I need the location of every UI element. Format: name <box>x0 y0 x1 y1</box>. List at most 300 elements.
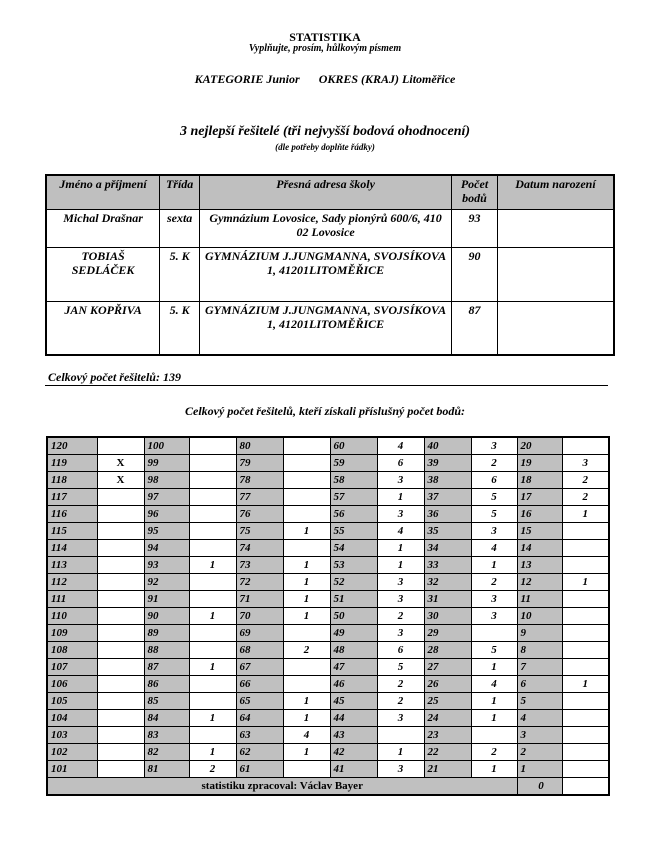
count-cell <box>189 642 236 659</box>
points-label: 17 <box>517 489 562 506</box>
count-cell: 3 <box>377 574 424 591</box>
points-label: 54 <box>330 540 377 557</box>
count-cell: 1 <box>471 659 517 676</box>
count-cell: 3 <box>471 437 517 455</box>
okres-label: OKRES (KRAJ) Litoměřice <box>318 72 456 86</box>
count-cell: 3 <box>471 591 517 608</box>
count-cell: 2 <box>471 455 517 472</box>
count-cell: 2 <box>471 574 517 591</box>
kategorie-label: KATEGORIE Junior <box>194 72 300 86</box>
count-cell <box>97 437 144 455</box>
points-label: 23 <box>424 727 471 744</box>
count-cell: 3 <box>471 608 517 625</box>
scores-row <box>47 659 609 676</box>
winner-name: TOBIAŠ SEDLÁČEK <box>46 247 160 301</box>
scores-row <box>47 557 609 574</box>
points-label: 57 <box>330 489 377 506</box>
points-label: 59 <box>330 455 377 472</box>
points-label: 75 <box>236 523 283 540</box>
count-cell: 1 <box>377 540 424 557</box>
count-cell <box>283 489 330 506</box>
points-label: 118 <box>47 472 97 489</box>
scores-row <box>47 472 609 489</box>
points-label: 1 <box>517 761 562 778</box>
points-label: 79 <box>236 455 283 472</box>
count-cell: 3 <box>471 523 517 540</box>
points-label: 81 <box>144 761 189 778</box>
points-label: 76 <box>236 506 283 523</box>
points-label: 70 <box>236 608 283 625</box>
count-cell <box>97 727 144 744</box>
points-label: 47 <box>330 659 377 676</box>
points-label: 18 <box>517 472 562 489</box>
count-cell <box>189 455 236 472</box>
count-cell <box>189 437 236 455</box>
count-cell <box>562 761 609 778</box>
points-label: 67 <box>236 659 283 676</box>
scores-row <box>47 727 609 744</box>
count-cell <box>471 625 517 642</box>
points-label: 120 <box>47 437 97 455</box>
count-cell: 1 <box>471 693 517 710</box>
scores-row <box>47 625 609 642</box>
points-label: 30 <box>424 608 471 625</box>
points-label: 20 <box>517 437 562 455</box>
divider <box>45 385 608 386</box>
count-cell <box>283 676 330 693</box>
count-cell: 1 <box>189 659 236 676</box>
col-header-birthdate: Datum narození <box>497 175 614 209</box>
count-cell <box>562 642 609 659</box>
winner-name: Michal Drašnar <box>46 209 160 247</box>
winner-address: GYMNÁZIUM J.JUNGMANNA, SVOJSÍKOVA 1, 41201LITOMĚŘICE <box>200 301 452 355</box>
points-label: 60 <box>330 437 377 455</box>
points-label: 105 <box>47 693 97 710</box>
count-cell <box>562 778 609 796</box>
points-label: 19 <box>517 455 562 472</box>
page-subtitle: Vyplňujte, prosím, hůlkovým písmem <box>248 43 402 54</box>
points-label: 8 <box>517 642 562 659</box>
points-label: 72 <box>236 574 283 591</box>
top3-note: (dle potřeby doplňte řádky) <box>275 142 375 152</box>
winner-points: 87 <box>452 301 498 355</box>
scores-row <box>47 574 609 591</box>
count-cell <box>189 574 236 591</box>
count-cell: 3 <box>377 710 424 727</box>
points-label: 108 <box>47 642 97 659</box>
count-cell <box>562 693 609 710</box>
points-label: 53 <box>330 557 377 574</box>
points-label: 45 <box>330 693 377 710</box>
count-cell: 1 <box>189 744 236 761</box>
points-label: 6 <box>517 676 562 693</box>
count-cell: 4 <box>283 727 330 744</box>
scores-row <box>47 744 609 761</box>
points-label: 56 <box>330 506 377 523</box>
points-label: 89 <box>144 625 189 642</box>
winner-class: 5. K <box>160 247 200 301</box>
points-label: 15 <box>517 523 562 540</box>
points-label: 117 <box>47 489 97 506</box>
count-cell: 6 <box>471 472 517 489</box>
points-label: 10 <box>517 608 562 625</box>
points-label: 61 <box>236 761 283 778</box>
points-label: 31 <box>424 591 471 608</box>
count-cell: 2 <box>189 761 236 778</box>
count-cell: 5 <box>471 489 517 506</box>
points-label: 26 <box>424 676 471 693</box>
winner-row <box>46 247 614 301</box>
count-cell <box>283 540 330 557</box>
count-cell <box>283 455 330 472</box>
winner-points: 90 <box>452 247 498 301</box>
count-cell <box>562 727 609 744</box>
count-cell <box>189 489 236 506</box>
winner-row <box>46 209 614 247</box>
count-cell: 2 <box>283 642 330 659</box>
count-cell <box>189 676 236 693</box>
points-label: 64 <box>236 710 283 727</box>
count-cell: 1 <box>189 557 236 574</box>
points-label: 78 <box>236 472 283 489</box>
points-label: 36 <box>424 506 471 523</box>
points-label: 34 <box>424 540 471 557</box>
points-label: 46 <box>330 676 377 693</box>
points-label: 42 <box>330 744 377 761</box>
count-cell: 2 <box>471 744 517 761</box>
count-cell <box>377 727 424 744</box>
points-label: 4 <box>517 710 562 727</box>
points-label: 85 <box>144 693 189 710</box>
count-cell <box>97 761 144 778</box>
points-label: 12 <box>517 574 562 591</box>
points-label: 104 <box>47 710 97 727</box>
scores-row <box>47 437 609 455</box>
count-cell: 2 <box>377 676 424 693</box>
points-label: 13 <box>517 557 562 574</box>
count-cell: 1 <box>377 489 424 506</box>
points-label: 0 <box>517 778 562 796</box>
count-cell: 1 <box>189 710 236 727</box>
points-label: 66 <box>236 676 283 693</box>
points-label: 2 <box>517 744 562 761</box>
points-label: 33 <box>424 557 471 574</box>
count-cell: 1 <box>283 523 330 540</box>
count-cell <box>189 523 236 540</box>
points-label: 44 <box>330 710 377 727</box>
count-cell: 1 <box>283 557 330 574</box>
count-cell <box>97 625 144 642</box>
points-label: 109 <box>47 625 97 642</box>
winner-birthdate <box>497 247 614 301</box>
count-cell <box>283 659 330 676</box>
count-cell: 1 <box>283 574 330 591</box>
points-label: 93 <box>144 557 189 574</box>
points-label: 84 <box>144 710 189 727</box>
count-cell: 1 <box>283 591 330 608</box>
scores-table <box>46 436 610 796</box>
count-cell <box>189 540 236 557</box>
count-cell: 1 <box>377 744 424 761</box>
count-cell: 3 <box>562 455 609 472</box>
points-label: 107 <box>47 659 97 676</box>
count-cell: 1 <box>471 761 517 778</box>
count-cell: 2 <box>377 608 424 625</box>
points-label: 22 <box>424 744 471 761</box>
count-cell <box>97 574 144 591</box>
count-cell <box>97 591 144 608</box>
points-label: 37 <box>424 489 471 506</box>
winner-row <box>46 301 614 355</box>
count-cell <box>562 659 609 676</box>
points-label: 106 <box>47 676 97 693</box>
points-label: 5 <box>517 693 562 710</box>
count-cell: 1 <box>377 557 424 574</box>
points-label: 24 <box>424 710 471 727</box>
col-header-name: Jméno a příjmení <box>46 175 160 209</box>
count-cell <box>562 608 609 625</box>
scores-row <box>47 676 609 693</box>
points-label: 96 <box>144 506 189 523</box>
count-cell: 5 <box>471 506 517 523</box>
col-header-address: Přesná adresa školy <box>200 175 452 209</box>
points-label: 101 <box>47 761 97 778</box>
count-cell: X <box>97 455 144 472</box>
points-label: 11 <box>517 591 562 608</box>
count-cell <box>562 710 609 727</box>
count-cell: 1 <box>283 744 330 761</box>
winner-birthdate <box>497 209 614 247</box>
points-label: 83 <box>144 727 189 744</box>
col-header-class: Třída <box>160 175 200 209</box>
page-title: STATISTIKA <box>289 30 361 44</box>
count-cell: 3 <box>377 625 424 642</box>
winner-class: 5. K <box>160 301 200 355</box>
count-cell <box>283 506 330 523</box>
count-cell <box>283 437 330 455</box>
count-cell: 6 <box>377 455 424 472</box>
count-cell: 4 <box>377 523 424 540</box>
winner-address: Gymnázium Lovosice, Sady pionýrů 600/6, 410 02 Lovosice <box>200 209 452 247</box>
processed-by: statistiku zpracoval: Václav Bayer <box>47 778 517 796</box>
points-label: 25 <box>424 693 471 710</box>
points-label: 21 <box>424 761 471 778</box>
scores-row <box>47 761 609 778</box>
count-cell <box>97 744 144 761</box>
points-label: 88 <box>144 642 189 659</box>
scores-row <box>47 608 609 625</box>
points-label: 51 <box>330 591 377 608</box>
points-label: 35 <box>424 523 471 540</box>
count-cell: 1 <box>471 710 517 727</box>
count-cell <box>189 625 236 642</box>
count-cell <box>97 523 144 540</box>
count-cell: 4 <box>377 437 424 455</box>
total-solvers: Celkový počet řešitelů: 139 <box>48 370 181 384</box>
points-label: 114 <box>47 540 97 557</box>
points-label: 52 <box>330 574 377 591</box>
count-cell: 1 <box>283 710 330 727</box>
count-cell: 6 <box>377 642 424 659</box>
count-cell: 4 <box>471 540 517 557</box>
points-label: 95 <box>144 523 189 540</box>
points-label: 90 <box>144 608 189 625</box>
winners-header-row <box>46 175 614 209</box>
count-cell: 5 <box>377 659 424 676</box>
points-label: 102 <box>47 744 97 761</box>
points-label: 3 <box>517 727 562 744</box>
scores-row <box>47 591 609 608</box>
winner-address: GYMNÁZIUM J.JUNGMANNA, SVOJSÍKOVA 1, 41201LITOMĚŘICE <box>200 247 452 301</box>
points-label: 92 <box>144 574 189 591</box>
count-cell: 4 <box>471 676 517 693</box>
points-label: 68 <box>236 642 283 659</box>
count-cell <box>562 540 609 557</box>
points-label: 91 <box>144 591 189 608</box>
count-cell <box>97 540 144 557</box>
count-cell <box>562 625 609 642</box>
scores-row <box>47 455 609 472</box>
points-label: 115 <box>47 523 97 540</box>
points-label: 50 <box>330 608 377 625</box>
points-label: 116 <box>47 506 97 523</box>
count-cell <box>97 489 144 506</box>
count-cell: 3 <box>377 472 424 489</box>
points-label: 16 <box>517 506 562 523</box>
scores-row <box>47 710 609 727</box>
count-cell: 3 <box>377 506 424 523</box>
points-label: 82 <box>144 744 189 761</box>
scores-row <box>47 642 609 659</box>
points-label: 98 <box>144 472 189 489</box>
points-label: 110 <box>47 608 97 625</box>
count-cell: 1 <box>283 608 330 625</box>
count-cell <box>283 472 330 489</box>
winners-table <box>45 174 615 356</box>
scores-row <box>47 506 609 523</box>
winner-name: JAN KOPŘIVA <box>46 301 160 355</box>
count-cell: 2 <box>377 693 424 710</box>
count-cell: 3 <box>377 591 424 608</box>
count-cell <box>189 591 236 608</box>
points-label: 112 <box>47 574 97 591</box>
col-header-points: Počet bodů <box>452 175 498 209</box>
points-label: 39 <box>424 455 471 472</box>
count-cell: 3 <box>377 761 424 778</box>
count-cell: 1 <box>562 574 609 591</box>
points-label: 80 <box>236 437 283 455</box>
count-cell: 1 <box>562 506 609 523</box>
count-cell: 1 <box>189 608 236 625</box>
count-cell <box>97 710 144 727</box>
scores-row <box>47 540 609 557</box>
count-cell: 2 <box>562 489 609 506</box>
count-cell <box>471 727 517 744</box>
scores-title: Celkový počet řešitelů, kteří získali příslušný počet bodů: <box>185 404 465 418</box>
points-label: 113 <box>47 557 97 574</box>
points-label: 74 <box>236 540 283 557</box>
count-cell <box>189 472 236 489</box>
count-cell <box>97 557 144 574</box>
points-label: 27 <box>424 659 471 676</box>
count-cell: 1 <box>283 693 330 710</box>
count-cell <box>562 437 609 455</box>
points-label: 32 <box>424 574 471 591</box>
count-cell <box>97 506 144 523</box>
points-label: 69 <box>236 625 283 642</box>
scores-footer-row <box>47 778 609 796</box>
points-label: 43 <box>330 727 377 744</box>
points-label: 29 <box>424 625 471 642</box>
points-label: 49 <box>330 625 377 642</box>
points-label: 73 <box>236 557 283 574</box>
points-label: 86 <box>144 676 189 693</box>
points-label: 14 <box>517 540 562 557</box>
count-cell <box>562 744 609 761</box>
count-cell <box>97 676 144 693</box>
count-cell: 5 <box>471 642 517 659</box>
category-line <box>0 72 650 87</box>
count-cell <box>97 608 144 625</box>
points-label: 71 <box>236 591 283 608</box>
count-cell <box>189 693 236 710</box>
count-cell <box>97 693 144 710</box>
winner-birthdate <box>497 301 614 355</box>
points-label: 38 <box>424 472 471 489</box>
winner-class: sexta <box>160 209 200 247</box>
scores-row <box>47 489 609 506</box>
points-label: 62 <box>236 744 283 761</box>
scores-row <box>47 523 609 540</box>
points-label: 111 <box>47 591 97 608</box>
points-label: 97 <box>144 489 189 506</box>
points-label: 58 <box>330 472 377 489</box>
points-label: 99 <box>144 455 189 472</box>
count-cell <box>97 642 144 659</box>
points-label: 7 <box>517 659 562 676</box>
count-cell <box>189 506 236 523</box>
points-label: 77 <box>236 489 283 506</box>
points-label: 94 <box>144 540 189 557</box>
points-label: 103 <box>47 727 97 744</box>
count-cell <box>97 659 144 676</box>
count-cell <box>189 727 236 744</box>
count-cell <box>283 625 330 642</box>
points-label: 55 <box>330 523 377 540</box>
points-label: 9 <box>517 625 562 642</box>
points-label: 65 <box>236 693 283 710</box>
count-cell <box>562 591 609 608</box>
winner-points: 93 <box>452 209 498 247</box>
points-label: 40 <box>424 437 471 455</box>
points-label: 28 <box>424 642 471 659</box>
count-cell <box>283 761 330 778</box>
points-label: 63 <box>236 727 283 744</box>
count-cell: X <box>97 472 144 489</box>
points-label: 87 <box>144 659 189 676</box>
count-cell: 1 <box>471 557 517 574</box>
points-label: 119 <box>47 455 97 472</box>
count-cell <box>562 557 609 574</box>
count-cell: 1 <box>562 676 609 693</box>
points-label: 41 <box>330 761 377 778</box>
points-label: 100 <box>144 437 189 455</box>
top3-heading: 3 nejlepší řešitelé (tři nejvyšší bodová ohodnocení) <box>179 124 471 139</box>
points-label: 48 <box>330 642 377 659</box>
count-cell: 2 <box>562 472 609 489</box>
scores-row <box>47 693 609 710</box>
count-cell <box>562 523 609 540</box>
